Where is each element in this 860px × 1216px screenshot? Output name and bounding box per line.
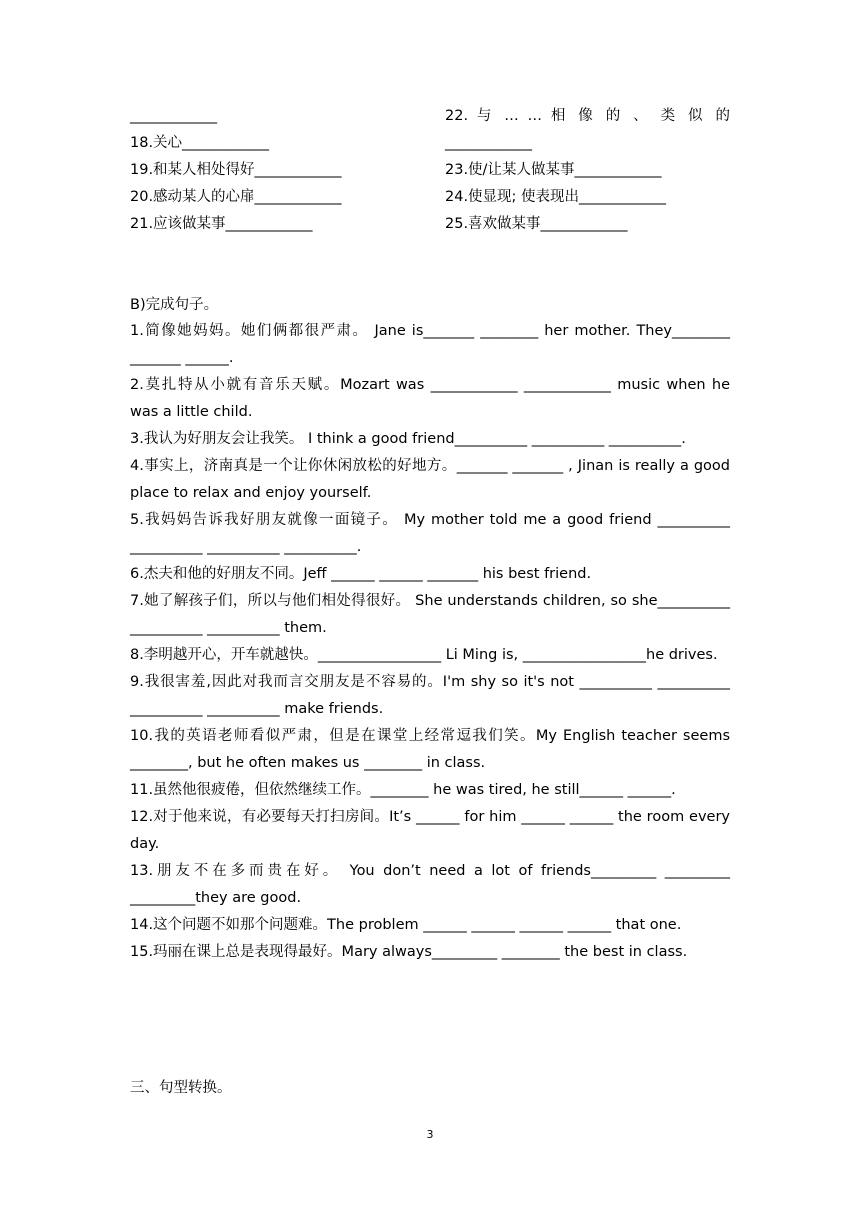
sentence-item: 4.事实上，济南真是一个让你休闲放松的好地方。_______ _______ , Jinan is really a good place to relax and enjoy yourself. — [130, 458, 730, 501]
vocab-row — [130, 103, 730, 130]
sentence-list — [130, 318, 730, 966]
vocab-item: 19.和某人相处得好____________ — [130, 162, 342, 178]
sentence-item: 11.虽然他很疲倦，但依然继续工作。________ he was tired, he still______ ______. — [130, 782, 676, 798]
vocab-row — [130, 211, 730, 238]
vocab-item: 22. 与 … … 相 像 的 、 类 似 的 — [445, 108, 730, 124]
section-heading: 三、句型转换。 — [130, 1080, 232, 1096]
vocab-item: 18.关心____________ — [130, 135, 270, 151]
vocab-item: 25.喜欢做某事____________ — [445, 216, 628, 232]
vocab-item: ____________ — [445, 135, 532, 151]
vocab-row — [130, 130, 730, 157]
vocab-item: 20.感动某人的心扉____________ — [130, 189, 342, 205]
sentence-item: 5.我妈妈告诉我好朋友就像一面镜子。 My mother told me a good friend __________ __________ __________ __________. — [130, 512, 730, 555]
sentence-item: 14.这个问题不如那个问题难。The problem ______ ______ ______ ______ that one. — [130, 917, 682, 933]
sentence-item: 15.玛丽在课上总是表现得最好。Mary always_________ ________ the best in class. — [130, 944, 688, 960]
sentence-item: 6.杰夫和他的好朋友不同。Jeff ______ ______ _______ his best friend. — [130, 566, 592, 582]
vocab-item: 24.使显现; 使表现出____________ — [445, 189, 667, 205]
sentence-item: 3.我认为好朋友会让我笑。 I think a good friend__________ __________ __________. — [130, 431, 686, 447]
sentence-item: 12.对于他来说，有必要每天打扫房间。It’s ______ for him ______ ______ the room every day. — [130, 809, 730, 852]
sentence-item: 9.我很害羞,因此对我而言交朋友是不容易的。I'm shy so it's not __________ __________ __________ __________ make friends. — [130, 674, 730, 717]
vocab-item: 21.应该做某事____________ — [130, 216, 313, 232]
vocab-row — [130, 157, 730, 184]
vocab-grid — [130, 103, 730, 238]
vocab-row — [130, 184, 730, 211]
sentence-item: 7.她了解孩子们，所以与他们相处得很好。 She understands children, so she__________ __________ __________ them. — [130, 593, 730, 636]
sentence-item: 2.莫扎特从小就有音乐天赋。Mozart was ____________ ____________ music when he was a little child. — [130, 377, 730, 420]
sentence-item: 13.朋友不在多而贵在好。 You don’t need a lot of friends_________ _________ _________they are good. — [130, 863, 730, 906]
page-number: 3 — [426, 1128, 434, 1141]
sentence-item: 10.我的英语老师看似严肃，但是在课堂上经常逗我们笑。My English teacher seems ________, but he often makes us ________ in class. — [130, 728, 730, 771]
vocab-item: ____________ — [130, 108, 217, 124]
sentence-item: 8.李明越开心，开车就越快。_________________ Li Ming is, _________________he drives. — [130, 647, 718, 663]
section-heading: B)完成句子。 — [130, 297, 219, 313]
vocab-item: 23.使/让某人做某事____________ — [445, 162, 662, 178]
sentence-item: 1.简像她妈妈。她们俩都很严肃。 Jane is_______ ________ her mother. They________ _______ ______. — [130, 323, 730, 366]
